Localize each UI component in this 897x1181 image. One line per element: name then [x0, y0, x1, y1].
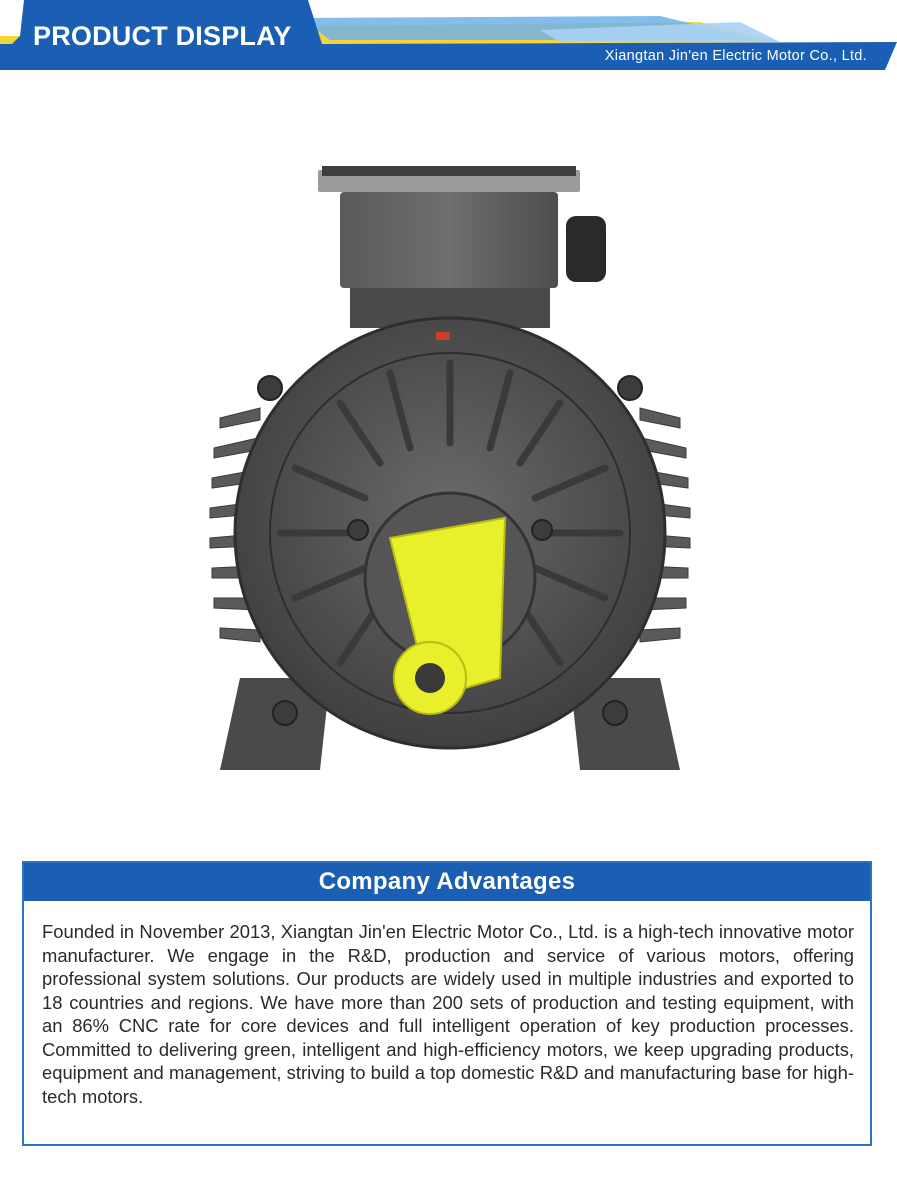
- section-heading: Company Advantages: [24, 863, 870, 901]
- page-title: PRODUCT DISPLAY: [33, 21, 292, 51]
- company-advantages-panel: [22, 861, 872, 1146]
- electric-motor-illustration: [200, 158, 700, 778]
- company-description: Founded in November 2013, Xiangtan Jin'en Electric Motor Co., Ltd. is a high-tech innovative motor manufacturer. We engage in the R&D, production and service of various motors, offering professional system solutions. Our products are widely used in multiple industries and exported to 18 countries and regions. We have more than 200 sets of production and testing equipment, with an 86% CNC rate for core devices and full intelligent operation of key production processes. Committed to delivering green, intelligent and high-efficiency motors, we keep upgrading products, equipment and management, striving to build a top domestic R&D and manufacturing base for high-tech motors.: [42, 921, 854, 1107]
- product-image: [200, 158, 700, 778]
- header-banner: [0, 0, 897, 80]
- company-name: Xiangtan Jin'en Electric Motor Co., Ltd.: [604, 48, 867, 64]
